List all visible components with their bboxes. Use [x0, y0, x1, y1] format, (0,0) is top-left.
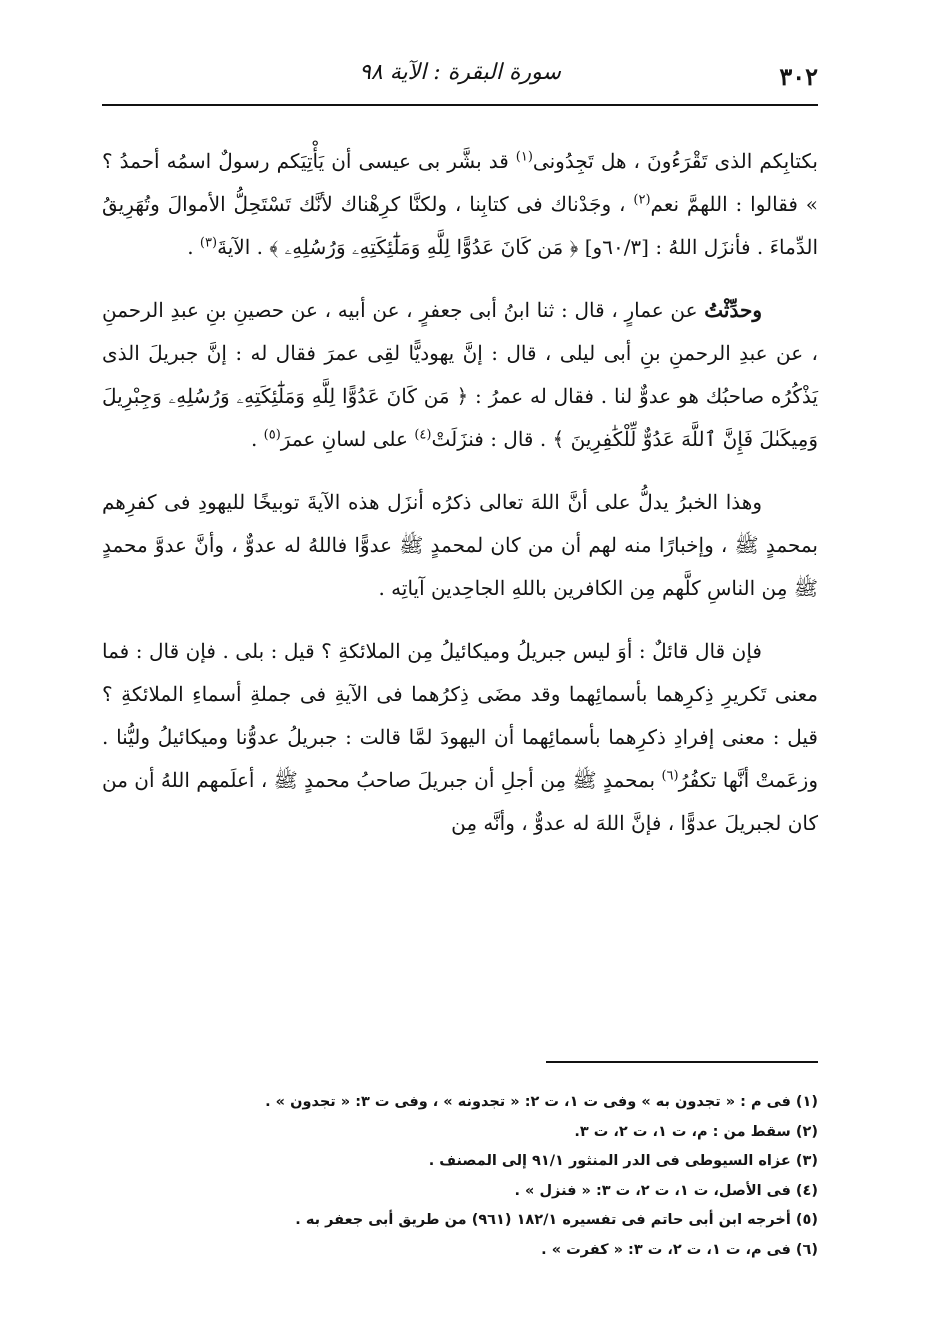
footnote-ref-5[interactable]: (٥): [263, 427, 281, 443]
text-run: فإن قال قائلٌ : أوَ ليس جبريلُ وميكائيلُ مِن الملائكةِ ؟ قيل : بلى . فإن قال : فما معنى تَكريرِ ذِكرِهما بأسمائِهما وقد مضَى ذِكرُهما فى الآيةِ فى جملةِ أسماءِ الملائكةِ ؟ قيل : معنى إفرادِ ذكرِهما بأسمائِهما أن اليهودَ لمَّا قالت : جبريلُ عدوُّنا وميكائيلُ وليُّنا . وزعَمتْ أنَّها تكفُرُ: [102, 639, 818, 792]
paragraph-3: وهذا الخبرُ يدلُّ على أنَّ اللهَ تعالى ذكرُه أنزَل هذه الآيةَ توبيخًا لليهودِ فى كفرِهم بمحمدٍ ﷺ ، وإخبارًا منه لهم أن من كان لمحمدٍ ﷺ عدوًّا فاللهُ له عدوٌّ ، وأنَّ عدوَّ محمدٍ ﷺ مِن الناسِ كلَّهم مِن الكافرين باللهِ الجاحِدين آياتِه .: [102, 490, 818, 600]
running-title: سورة البقرة : الآية ٩٨: [359, 60, 561, 85]
header-rule: [102, 104, 818, 106]
footnote-ref-2[interactable]: (٢): [633, 192, 651, 208]
text-run: ، وجَدْناك فى كتابِنا ، ولكنَّا كرِهْناك لأنَّك تَسْتَحِلُّ الأموالَ وتُهَرِيقُ الدِّماءَ . فأنزَل اللهُ : [٦٠/٣و] ﴿ مَن كَانَ عَدُوًّا لِلَّهِ وَمَلَٰٓئِكَتِهِۦ وَرُسُلِهِۦ ﴾ . الآيةَ: [102, 192, 818, 259]
footnote-ref-1[interactable]: (١): [515, 149, 533, 165]
paragraph-4: [102, 630, 818, 845]
text-run: عن عمارٍ ، قال : ثنا ابنُ أبى جعفرٍ ، عن أبيه ، عن حصينِ بنِ عبدِ الرحمنِ ، عن عبدِ الرحمنِ بنِ أبى ليلى ، قال : إنَّ يهوديًّا لقِى عمرَ فقال له : إنَّ جبريلَ الذى يَذْكُرُه صاحبُك هو عدوٌّ لنا . فقال له عمرُ : ﴿ مَن كَانَ عَدُوًّا لِلَّهِ وَمَلَٰٓئِكَتِهِۦ وَرُسُلِهِۦ وَجِبْرِيلَ وَمِيكَىٰلَ فَإِنَّ ٱللَّهَ عَدُوٌّ لِّلْكَٰفِرِينَ ﴾ . قال : فنزَلَتْ: [102, 298, 818, 451]
text-run: قد بشَّر بى عيسى أن يَأْتِيَكم رسولٌ اسمُه أحمدُ ؟ » فقالوا : اللهمَّ نعم: [102, 149, 818, 216]
page-number: ٣٠٢: [779, 61, 818, 91]
paragraph-1: [102, 140, 818, 269]
main-text: [102, 140, 818, 845]
paragraph-lead-word: وحدِّثْتُ: [704, 298, 762, 322]
footnote-ref-3[interactable]: (٣): [199, 235, 218, 251]
footnote-4: (٤) فى الأصل، ت ١، ت ٢، ت ٣: « فنزل » .: [514, 1182, 818, 1199]
footnote-ref-6[interactable]: (٦): [661, 768, 679, 784]
text-run: بكتابِكم الذى تَقْرَءُونَ ، هل تَجِدُونى: [532, 149, 818, 173]
text-run: .: [250, 427, 264, 451]
footnote-5: (٥) أخرجه ابن أبى حاتم فى تفسيره ١٨٢/١ (٩٦١) من طريق أبى جعفر به .: [295, 1212, 818, 1228]
footnote-6: (٦) فى م، ت ١، ت ٢، ت ٣: « كفرت » .: [541, 1241, 818, 1258]
footnote-rule: [546, 1061, 818, 1063]
text-run: .: [187, 235, 200, 259]
footnotes: [102, 1088, 818, 1265]
text-run: بمحمدٍ ﷺ مِن أجلِ أن جبريلَ صاحبُ محمدٍ ﷺ ، أعلَمهم اللهُ أن من كان لجبريلَ عدوًّا ، فإنَّ اللهَ له عدوٌّ ، وأنَّه مِن: [102, 768, 818, 835]
footnote-1: (١) فى م : « تجدون به » وفى ت ١، ت ٢: « تجدونه » ، وفى ت ٣: « تجدون » .: [265, 1094, 818, 1110]
paragraph-2: [102, 289, 818, 461]
footnote-ref-4[interactable]: (٤): [414, 427, 432, 443]
text-run: على لسانِ عمرَ: [280, 427, 415, 451]
page-header: [102, 56, 818, 96]
footnote-2: (٢) سقط من : م، ت ١، ت ٢، ت ٣.: [574, 1123, 818, 1140]
footnote-3: (٣) عزاه السيوطى فى الدر المنثور ٩١/١ إلى المصنف .: [428, 1153, 818, 1169]
